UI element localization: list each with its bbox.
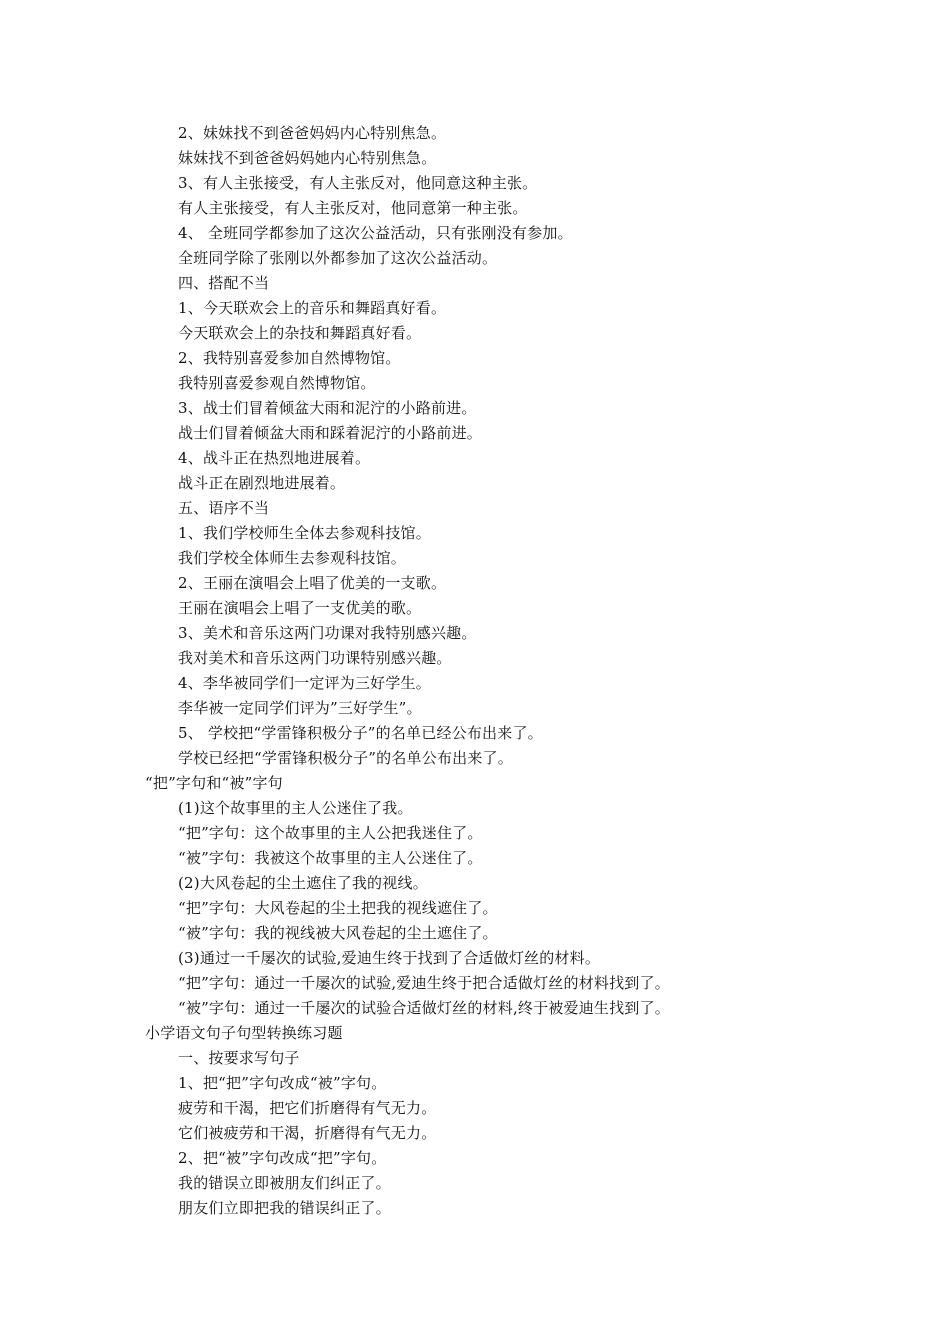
text-line: 1、把“把”字句改成“被”字句。 bbox=[178, 1074, 387, 1092]
text-line: 它们被疲劳和干渴，折磨得有气无力。 bbox=[178, 1124, 437, 1142]
text-line: 3、美术和音乐这两门功课对我特别感兴趣。 bbox=[178, 624, 477, 642]
text-line: 有人主张接受，有人主张反对，他同意第一种主张。 bbox=[178, 199, 528, 217]
text-line: 2、我特别喜爱参加自然博物馆。 bbox=[178, 349, 401, 367]
text-line: 战斗正在剧烈地进展着。 bbox=[178, 474, 346, 492]
text-line: 2、王丽在演唱会上唱了优美的一支歌。 bbox=[178, 574, 447, 592]
text-line: 李华被一定同学们评为”三好学生”。 bbox=[178, 699, 422, 717]
text-line: 我们学校全体师生去参观科技馆。 bbox=[178, 549, 407, 567]
text-line: (2)大风卷起的尘土遮住了我的视线。 bbox=[178, 874, 428, 892]
text-line: 学校已经把“学雷锋积极分子”的名单公布出来了。 bbox=[178, 749, 513, 767]
text-line: “被”字句：通过一千屡次的试验合适做灯丝的材料,终于被爱迪生找到了。 bbox=[178, 999, 670, 1017]
document-body bbox=[0, 121, 950, 1221]
text-line: 我的错误立即被朋友们纠正了。 bbox=[178, 1174, 391, 1192]
section-heading: 小学语文句子句型转换练习题 bbox=[145, 1024, 343, 1042]
text-line: “把”字句：通过一千屡次的试验,爱迪生终于把合适做灯丝的材料找到了。 bbox=[178, 974, 670, 992]
text-line: 3、有人主张接受，有人主张反对，他同意这种主张。 bbox=[178, 174, 538, 192]
text-line: 5、 学校把“学雷锋积极分子”的名单已经公布出来了。 bbox=[178, 724, 543, 742]
text-line: 王丽在演唱会上唱了一支优美的歌。 bbox=[178, 599, 422, 617]
text-line: (1)这个故事里的主人公迷住了我。 bbox=[178, 799, 413, 817]
text-line: 一、按要求写句子 bbox=[178, 1049, 300, 1067]
text-line: 战士们冒着倾盆大雨和踩着泥泞的小路前进。 bbox=[178, 424, 483, 442]
text-line: 4、战斗正在热烈地进展着。 bbox=[178, 449, 371, 467]
text-line: 我对美术和音乐这两门功课特别感兴趣。 bbox=[178, 649, 452, 667]
text-line: 朋友们立即把我的错误纠正了。 bbox=[178, 1199, 391, 1217]
text-line: 3、战士们冒着倾盆大雨和泥泞的小路前进。 bbox=[178, 399, 477, 417]
text-line: 4、 全班同学都参加了这次公益活动，只有张刚没有参加。 bbox=[178, 224, 573, 242]
text-line: (3)通过一千屡次的试验,爱迪生终于找到了合适做灯丝的材料。 bbox=[178, 949, 601, 967]
text-line: “把”字句：这个故事里的主人公把我迷住了。 bbox=[178, 824, 483, 842]
text-line: 全班同学除了张刚以外都参加了这次公益活动。 bbox=[178, 249, 498, 267]
text-line: 2、妹妹找不到爸爸妈妈内心特别焦急。 bbox=[178, 124, 447, 142]
text-line: 1、我们学校师生全体去参观科技馆。 bbox=[178, 524, 431, 542]
section-heading: “把”字句和“被”字句 bbox=[145, 774, 283, 792]
text-line: 我特别喜爱参观自然博物馆。 bbox=[178, 374, 376, 392]
text-line: “把”字句：大风卷起的尘土把我的视线遮住了。 bbox=[178, 899, 498, 917]
text-line: 妹妹找不到爸爸妈妈她内心特别焦急。 bbox=[178, 149, 437, 167]
text-line: “被”字句：我被这个故事里的主人公迷住了。 bbox=[178, 849, 483, 867]
text-line: 四、搭配不当 bbox=[178, 274, 270, 292]
text-line: 五、语序不当 bbox=[178, 499, 270, 517]
text-line: 4、李华被同学们一定评为三好学生。 bbox=[178, 674, 431, 692]
text-line: 2、把“被”字句改成“把”字句。 bbox=[178, 1149, 387, 1167]
text-line: 疲劳和干渴，把它们折磨得有气无力。 bbox=[178, 1099, 437, 1117]
text-line: “被”字句：我的视线被大风卷起的尘土遮住了。 bbox=[178, 924, 498, 942]
text-line: 今天联欢会上的杂技和舞蹈真好看。 bbox=[178, 324, 422, 342]
text-line: 1、今天联欢会上的音乐和舞蹈真好看。 bbox=[178, 299, 447, 317]
